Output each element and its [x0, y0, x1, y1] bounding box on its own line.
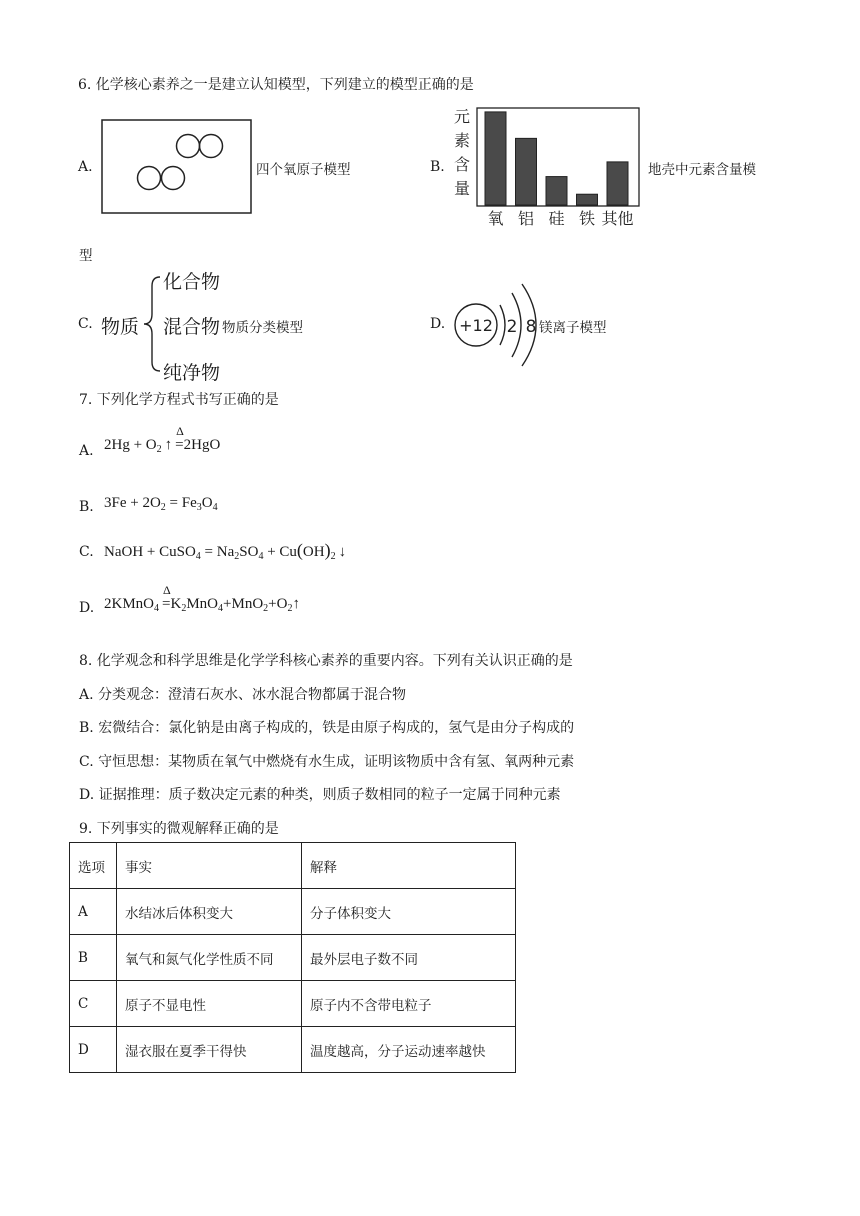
category-label: 硅 [548, 209, 565, 228]
header-cell: 解释 [302, 843, 516, 889]
category-label: 氧 [487, 209, 504, 228]
y-axis-label-char: 含 [453, 155, 471, 174]
branch-mixture: 混合物 [163, 316, 221, 338]
table-cell: C [70, 981, 117, 1027]
q8-option-b: B. 宏微结合：氯化钠是由离子构成的，铁是由原子构成的，氢气是由分子构成的 [79, 720, 575, 736]
table-cell: B [70, 935, 117, 981]
q7-option-d-equation: 2KMnO$_4$ Δ $=K_2MnO_4+MnO_2+O_2↑$ [104, 583, 300, 614]
q6-option-d-label: D. [430, 316, 446, 332]
q8-stem: 8. 化学观念和科学思维是化学学科核心素养的重要内容。下列有关认识正确的是 [79, 653, 573, 669]
category-label: 铁 [578, 209, 596, 228]
table-cell: D [70, 1027, 117, 1073]
q6-option-b-caption: 地壳中元素含量模 [648, 162, 756, 178]
q6-option-b-label: B. [430, 159, 445, 175]
q8-option-a: A. 分类观念：澄清石灰水、冰水混合物都属于混合物 [79, 687, 407, 703]
table-row [70, 935, 516, 981]
y-axis-label-char: 量 [453, 179, 471, 198]
table-cell: 分子体积变大 [302, 889, 516, 935]
q6-option-c-label: C. [78, 316, 93, 332]
category-label: 其他 [601, 209, 634, 228]
table-row [70, 889, 516, 935]
q7-option-c-label: C. [79, 544, 94, 560]
micro-explanation-table [69, 842, 516, 1073]
oxygen-atoms-model [101, 119, 253, 215]
header-cell: 事实 [117, 843, 302, 889]
q7-stem: 7. 下列化学方程式书写正确的是 [79, 392, 279, 408]
q7-option-c-equation: NaOH + CuSO$_4$ = $Na_2SO_4 + Cu(OH)_2$ ↓ [104, 540, 347, 562]
category-label: 铝 [517, 209, 535, 228]
shell-electron-count: 2 [506, 317, 518, 337]
atom-circle [177, 135, 200, 158]
shell-electron-count: 8 [525, 317, 537, 337]
q6-option-d-caption: 镁离子模型 [539, 320, 607, 336]
bar-1 [516, 138, 537, 205]
branch-pure-substance: 纯净物 [163, 362, 221, 384]
bar-2 [546, 177, 567, 205]
heat-symbol: Δ [163, 583, 171, 597]
table-cell: 湿衣服在夏季干得快 [117, 1027, 302, 1073]
table-cell: 原子内不含带电粒子 [302, 981, 516, 1027]
q6-option-b-caption-tail: 型 [79, 248, 93, 264]
bar-3 [577, 194, 598, 205]
left-brace-icon [140, 274, 164, 374]
atom-circle [162, 167, 185, 190]
q8-option-c: C. 守恒思想：某物质在氧气中燃烧有水生成，证明该物质中含有氢、氧两种元素 [79, 754, 575, 770]
y-axis-label-char: 素 [453, 131, 471, 150]
table-cell: 原子不显电性 [117, 981, 302, 1027]
q9-stem: 9. 下列事实的微观解释正确的是 [79, 821, 279, 837]
table-cell: 水结冰后体积变大 [117, 889, 302, 935]
q7-option-a-label: A. [79, 443, 94, 459]
q7-option-b-label: B. [79, 499, 94, 515]
q6-stem: 6. 化学核心素养之一是建立认知模型，下列建立的模型正确的是 [78, 77, 474, 93]
table-cell: 最外层电子数不同 [302, 935, 516, 981]
heat-symbol: Δ [176, 424, 184, 438]
bar-0 [485, 112, 506, 205]
y-axis-label-char: 元 [453, 107, 471, 126]
crust-element-bar-chart [450, 104, 646, 230]
classification-root: 物质 [101, 316, 140, 338]
atom-circle [200, 135, 223, 158]
table-cell: A [70, 889, 117, 935]
q7-option-d-label: D. [79, 600, 95, 616]
table-row [70, 1027, 516, 1073]
nucleus-charge: +12 [459, 316, 493, 335]
table-cell: 温度越高，分子运动速率越快 [302, 1027, 516, 1073]
q6-option-a-label: A. [78, 159, 93, 175]
q7-option-b-equation: $3Fe + 2O_2 = Fe_3O_4$ [104, 495, 218, 513]
atom-circle [138, 167, 161, 190]
q6-option-a-caption: 四个氧原子模型 [256, 162, 351, 178]
table-cell: 氧气和氮气化学性质不同 [117, 935, 302, 981]
q8-option-d: D. 证据推理：质子数决定元素的种类，则质子数相同的粒子一定属于同种元素 [79, 787, 561, 803]
header-cell: 选项 [70, 843, 117, 889]
electron-shell-arc [500, 305, 505, 345]
q6-option-c-caption: 物质分类模型 [222, 320, 303, 336]
q7-option-a-equation: $2Hg + O_2$ ↑ Δ =2HgO [104, 424, 221, 455]
branch-compound: 化合物 [163, 271, 221, 293]
table-header-row [70, 843, 516, 889]
table-row [70, 981, 516, 1027]
magnesium-ion-diagram [450, 281, 542, 373]
bar-4 [607, 162, 628, 205]
